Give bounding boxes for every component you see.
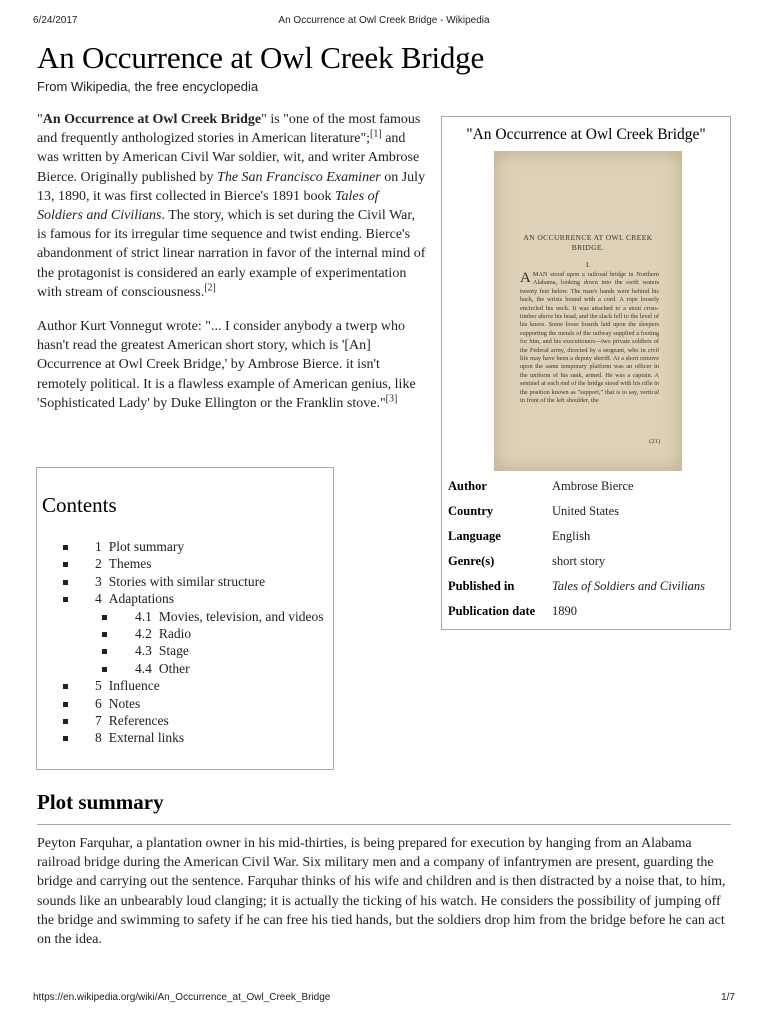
infobox-row-country bbox=[448, 500, 726, 525]
section-divider bbox=[37, 824, 731, 825]
toc-label: Adaptations bbox=[108, 591, 174, 607]
infobox-label: Published in bbox=[448, 579, 515, 593]
table-of-contents bbox=[36, 467, 334, 770]
toc-item-external-links[interactable] bbox=[63, 729, 323, 746]
toc-item-stage[interactable] bbox=[95, 642, 323, 659]
intro bbox=[37, 110, 427, 428]
intro-text-a: " is "one of the most famous and frequently anthologized stories in American literature"; bbox=[37, 112, 421, 147]
infobox-value-author[interactable]: Ambrose Bierce bbox=[552, 479, 634, 493]
infobox-value-publication-date: 1890 bbox=[552, 604, 577, 618]
infobox-value-country: United States bbox=[552, 504, 620, 518]
toc-title: Contents bbox=[42, 493, 117, 517]
toc-label: Influence bbox=[108, 678, 160, 694]
toc-label: Stories with similar structure bbox=[108, 573, 266, 589]
toc-number: 8 bbox=[95, 730, 102, 746]
cover-title bbox=[494, 233, 682, 253]
toc-item-movies[interactable] bbox=[95, 608, 323, 625]
intro-text-b: and was written by American Civil War soldier, wit, and writer Ambrose Bierce. Originally published by bbox=[37, 131, 420, 185]
cover-title-line-2: BRIDGE. bbox=[571, 243, 605, 252]
toc-item-other[interactable] bbox=[95, 660, 323, 677]
toc-number: 6 bbox=[95, 695, 102, 711]
toc-number: 4.4 bbox=[135, 660, 152, 676]
infobox-row-genre bbox=[448, 550, 726, 575]
print-footer bbox=[33, 992, 735, 1006]
infobox-rows bbox=[448, 475, 726, 625]
link-tales-of-soldiers[interactable]: Tales of Soldiers and Civilians bbox=[37, 188, 379, 224]
toc-item-adaptations[interactable] bbox=[63, 590, 323, 677]
toc-item-similar-structure[interactable] bbox=[63, 573, 323, 590]
infobox-row-published-in bbox=[448, 575, 726, 600]
toc-number: 4.2 bbox=[135, 626, 152, 642]
infobox-caption: "An Occurrence at Owl Creek Bridge" bbox=[466, 126, 706, 143]
toc-number: 4.3 bbox=[135, 643, 152, 659]
toc-number: 4 bbox=[95, 591, 102, 607]
infobox-value-language: English bbox=[552, 529, 591, 543]
toc-number: 2 bbox=[95, 556, 102, 572]
intro-text-d: . The story, which is set during the Civil War, is famous for its irregular time sequence and twist ending. Bierce's abandonment of strict linear narration in favor of the internal mind of the protagonist is considered an early example of experimentation with stream of consciousness. bbox=[37, 208, 426, 300]
toc-label: Other bbox=[158, 660, 190, 676]
toc-item-radio[interactable] bbox=[95, 625, 323, 642]
toc-item-notes[interactable] bbox=[63, 695, 323, 712]
intro-paragraph-2 bbox=[37, 317, 427, 413]
tagline: From Wikipedia, the free encyclopedia bbox=[37, 79, 259, 94]
toc-item-themes[interactable] bbox=[63, 555, 323, 572]
toc-label: Plot summary bbox=[108, 539, 185, 554]
toc-number: 1 bbox=[95, 539, 102, 554]
toc-item-references[interactable] bbox=[63, 712, 323, 729]
page-title: An Occurrence at Owl Creek Bridge bbox=[37, 40, 485, 75]
section-heading-plot-summary: Plot summary bbox=[37, 790, 164, 814]
vonnegut-quote: Author Kurt Vonnegut wrote: "... I consider anybody a twerp who hasn't read the greatest American short story, which is '[An] Occurrence at Owl Creek Bridge,' by Ambrose Bierce. it isn't remotely political. It is a flawless example of American genius, like 'Sophisticated Lady' by Duke Ellington or the Franklin stove." bbox=[37, 319, 416, 411]
quote-mark: " bbox=[37, 112, 43, 127]
toc-label: Notes bbox=[108, 695, 141, 711]
toc-label: Radio bbox=[158, 626, 192, 642]
toc-number: 5 bbox=[95, 678, 102, 694]
infobox-value-published-in[interactable]: Tales of Soldiers and Civilians bbox=[552, 579, 706, 593]
toc-sublist bbox=[95, 608, 323, 678]
toc-list bbox=[63, 538, 323, 747]
plot-summary-paragraph: Peyton Farquhar, a plantation owner in his mid-thirties, is being prepared for execution by hanging from an Alabama railroad bridge during the American Civil War. Six military men and a company of infantrymen are present, guarding the bridge and carrying out the sentence. Farquhar thinks of his wife and children and is then distracted by a noise that, to him, sounds like an unbearably loud clanging; it is actually the ticking of his watch. He considers the possibility of jumping off the bridge and swimming to safety if he can free his tied hands, but the soldiers drop him from the bridge before he can act on the idea. bbox=[37, 836, 726, 948]
infobox-row-publication-date bbox=[448, 600, 726, 625]
infobox-label: Genre(s) bbox=[448, 554, 495, 568]
toc-label: Themes bbox=[108, 556, 152, 572]
print-date: 6/24/2017 bbox=[33, 15, 78, 26]
bold-title: An Occurrence at Owl Creek Bridge bbox=[42, 112, 262, 127]
cover-page-number: (21) bbox=[649, 438, 660, 445]
cover-body: MAN stood upon a railroad bridge in Northern Alabama, looking down into the swift waters twenty feet below. The man's hands were behind his back, the wrists bound with a cord. A rope loosely encircled his neck. It was attached to a stout cross-timber above his head, and the slack fell to the level of his knees. Some loose boards laid upon the sleepers supporting the metals of the railway supplied a footing for him, and his executioners—two private soldiers of the Federal army, directed by a sergeant, who in civil life may have been a deputy sheriff. At a short remove upon the same temporary platform was an officer in the uniform of his rank, armed. He was a captain. A sentinel at each end of the bridge stood with his rifle in the position known as "support," that is to say, vertical in front of the left shoulder, the bbox=[520, 271, 659, 405]
cover-section-number: I. bbox=[585, 261, 591, 269]
link-san-francisco-examiner[interactable]: The San Francisco Examiner bbox=[217, 169, 381, 185]
toc-label: External links bbox=[108, 730, 185, 746]
print-title: An Occurrence at Owl Creek Bridge - Wikipedia bbox=[278, 15, 490, 26]
toc-label: Movies, television, and videos bbox=[158, 608, 324, 624]
infobox-label: Country bbox=[448, 504, 494, 518]
cover-dropcap: A bbox=[520, 270, 531, 286]
print-page-number: 1/7 bbox=[721, 992, 735, 1003]
cover-title-line-1: AN OCCURRENCE AT OWL CREEK bbox=[523, 233, 653, 242]
reference-3[interactable]: [3] bbox=[385, 393, 398, 405]
infobox-label: Language bbox=[448, 529, 501, 543]
intro-paragraph-1 bbox=[37, 110, 427, 302]
toc-item-plot-summary[interactable] bbox=[63, 538, 323, 555]
toc-item-influence[interactable] bbox=[63, 677, 323, 694]
reference-2[interactable]: [2] bbox=[204, 282, 216, 294]
toc-label: References bbox=[108, 713, 169, 729]
infobox-row-author bbox=[448, 475, 726, 500]
reference-1[interactable]: [1] bbox=[370, 128, 382, 140]
toc-number: 3 bbox=[95, 573, 102, 589]
infobox-row-language bbox=[448, 525, 726, 550]
toc-label: Stage bbox=[158, 643, 189, 659]
infobox bbox=[441, 116, 731, 630]
cover-text bbox=[520, 271, 659, 406]
toc-number: 7 bbox=[95, 713, 102, 729]
print-header bbox=[33, 15, 735, 29]
toc-number: 4.1 bbox=[135, 608, 152, 624]
infobox-label: Publication date bbox=[448, 604, 536, 618]
print-url: https://en.wikipedia.org/wiki/An_Occurrence_at_Owl_Creek_Bridge bbox=[33, 992, 331, 1003]
infobox-value-genre[interactable]: short story bbox=[552, 554, 606, 568]
infobox-label: Author bbox=[448, 479, 487, 493]
book-cover-image[interactable] bbox=[494, 151, 682, 471]
intro-text-c: on July 13, 1890, it was first collected in Bierce's 1891 book bbox=[37, 169, 426, 204]
